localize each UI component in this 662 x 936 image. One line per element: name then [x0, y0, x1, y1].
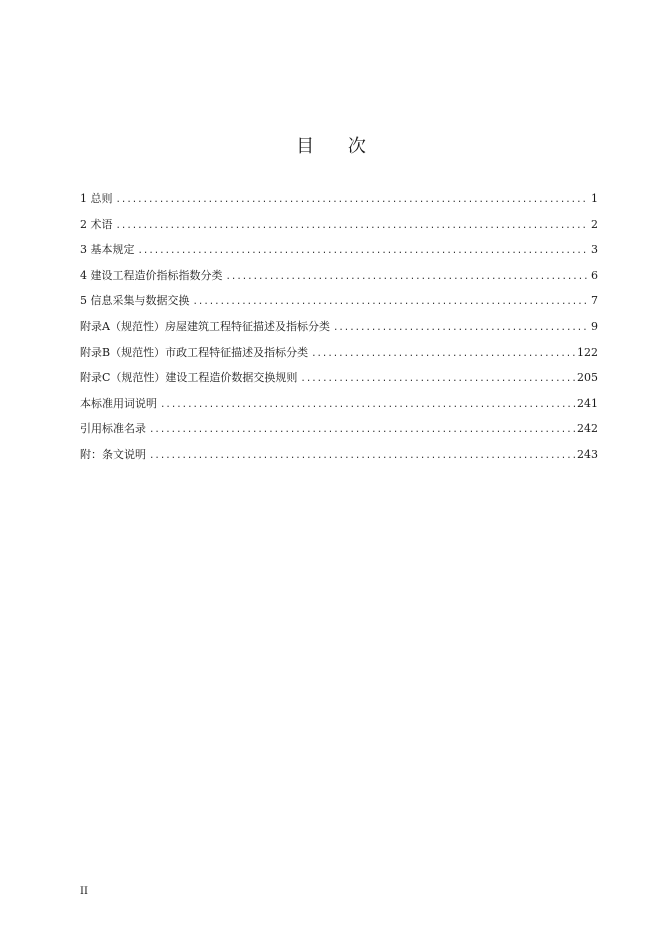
- toc-entry-page: 241: [577, 396, 598, 410]
- dot-leader: [160, 393, 575, 419]
- table-of-contents: [80, 186, 598, 468]
- toc-entry-title: 4 建设工程造价指标指数分类: [80, 268, 223, 282]
- toc-entry-title: 5 信息采集与数据交换: [80, 294, 190, 308]
- toc-entry-title: 2 术语: [80, 217, 113, 231]
- page-number: II: [80, 886, 88, 897]
- page-title: 目 次: [296, 136, 380, 157]
- toc-entry-basic-requirements[interactable]: [80, 237, 598, 263]
- dot-leader: [300, 367, 575, 393]
- toc-entry-title: 1 总则: [80, 192, 113, 205]
- toc-entry-title: 附录A（规范性）房屋建筑工程特征描述及指标分类: [80, 319, 330, 333]
- toc-entry-page: 242: [577, 422, 598, 436]
- toc-entry-appendix-a[interactable]: [80, 314, 598, 340]
- toc-entry-data-exchange[interactable]: [80, 288, 598, 314]
- toc-entry-page: 3: [591, 243, 598, 257]
- toc-entry-page: 6: [591, 268, 598, 282]
- dot-leader: [193, 290, 590, 316]
- dot-leader: [149, 418, 575, 444]
- toc-entry-title: 附录B（规范性）市政工程特征描述及指标分类: [80, 345, 309, 359]
- toc-entry-page: 1: [591, 192, 598, 205]
- toc-entry-page: 2: [591, 217, 598, 231]
- toc-entry-title: 本标准用词说明: [80, 396, 157, 410]
- dot-leader: [226, 265, 590, 291]
- dot-leader: [116, 188, 590, 214]
- dot-leader: [149, 444, 575, 470]
- toc-entry-wording-explanation[interactable]: [80, 391, 598, 417]
- toc-entry-terms[interactable]: [80, 212, 598, 238]
- dot-leader: [311, 342, 575, 368]
- toc-entry-clause-explanation[interactable]: [80, 442, 598, 468]
- toc-entry-appendix-c[interactable]: [80, 365, 598, 391]
- dot-leader: [333, 316, 589, 342]
- toc-entry-title: 附录C（规范性）建设工程造价数据交换规则: [80, 371, 298, 385]
- toc-entry-title: 引用标准名录: [80, 422, 146, 436]
- toc-entry-title: 附：条文说明: [80, 447, 146, 461]
- toc-entry-title: 3 基本规定: [80, 243, 135, 257]
- toc-entry-index-classification[interactable]: [80, 263, 598, 289]
- dot-leader: [138, 239, 590, 265]
- toc-entry-page: 243: [577, 447, 598, 461]
- toc-entry-page: 205: [577, 371, 598, 385]
- toc-entry-page: 7: [591, 294, 598, 308]
- toc-entry-appendix-b[interactable]: [80, 340, 598, 366]
- toc-entry-page: 122: [577, 345, 598, 359]
- toc-entry-general[interactable]: [80, 186, 598, 212]
- toc-entry-referenced-standards[interactable]: [80, 416, 598, 442]
- toc-entry-page: 9: [591, 319, 598, 333]
- dot-leader: [116, 214, 590, 240]
